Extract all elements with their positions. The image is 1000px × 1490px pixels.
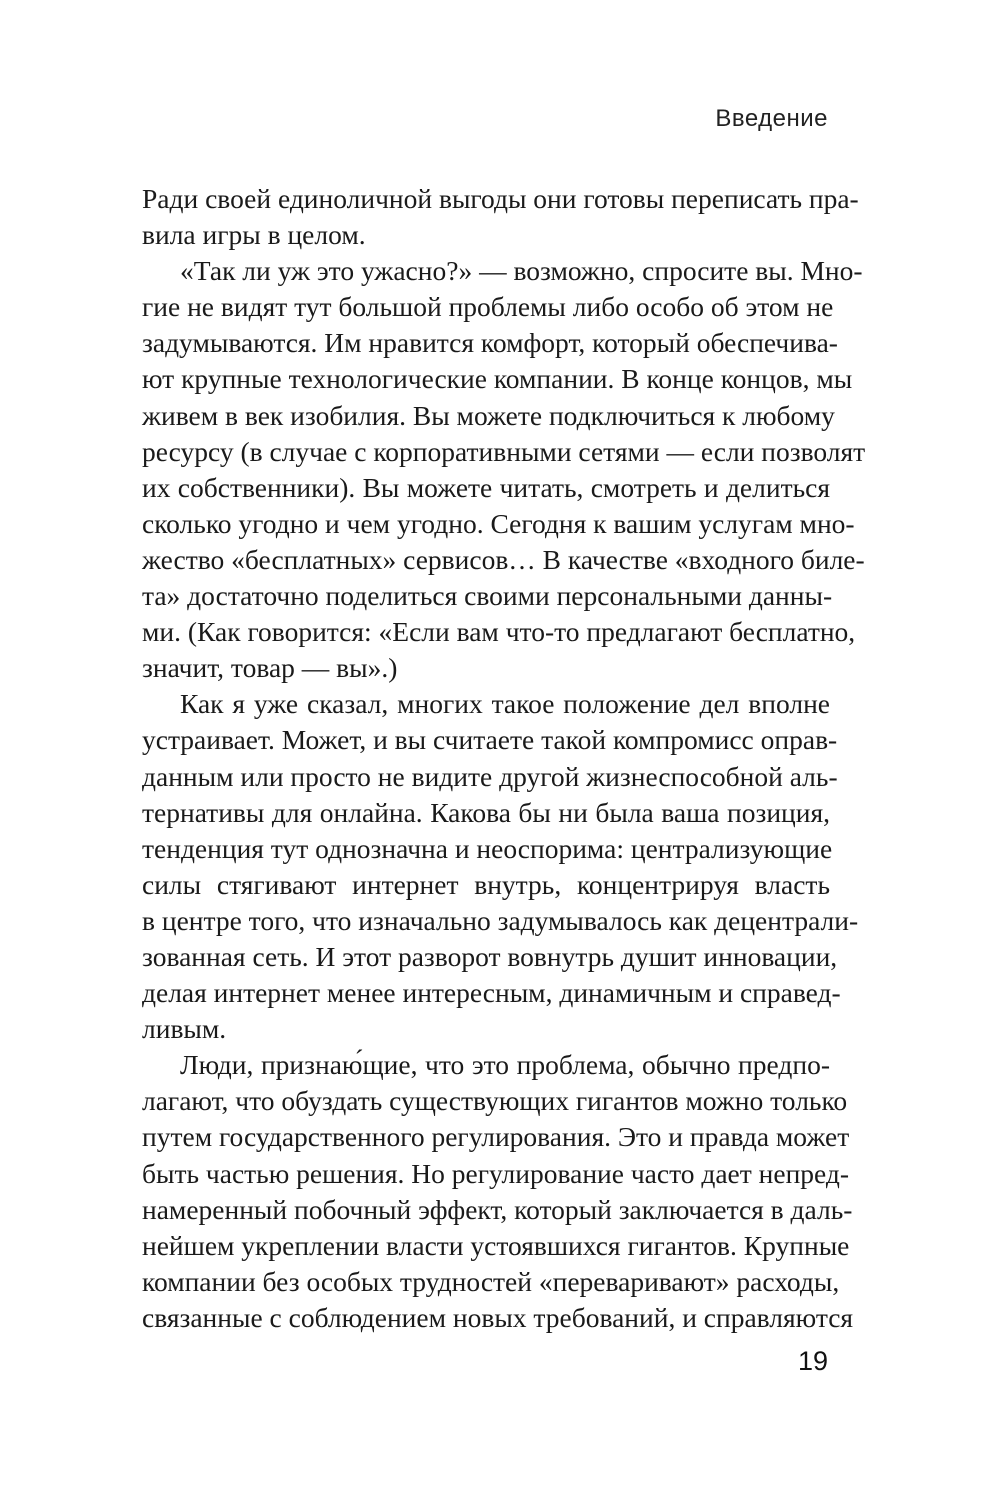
- text-line: тенденция тут однозначна и неоспорима: централизующие: [142, 832, 833, 864]
- text-line: сколько угодно и чем угодно. Сегодня к вашим услугам мно-: [142, 507, 855, 539]
- text-line: намеренный побочный эффект, который заключается в даль-: [142, 1193, 853, 1225]
- text-line: живем в век изобилия. Вы можете подключиться к любому: [142, 399, 835, 431]
- text-line: тернативы для онлайна. Какова бы ни была ваша позиция,: [142, 796, 830, 828]
- text-line: та» достаточно поделиться своими персональными данны-: [142, 580, 833, 612]
- text-line: связанные с соблюдением новых требований, и справляются: [142, 1301, 854, 1333]
- text-line: быть частью решения. Но регулирование часто дает непред-: [142, 1157, 850, 1189]
- page-number: 19: [797, 1346, 828, 1376]
- text-line: путем государственного регулирования. Это и правда может: [142, 1121, 850, 1153]
- text-line: вила игры в целом.: [142, 219, 366, 251]
- text-line: Люди, признаю́щие, что это проблема, обычно предпо-: [180, 1049, 830, 1081]
- text-line: жество «бесплатных» сервисов… В качестве «входного биле-: [142, 543, 865, 575]
- text-line: ют крупные технологические компании. В конце концов, мы: [142, 363, 853, 395]
- text-line: Как я уже сказал, многих такое положение дел вполне: [180, 688, 830, 720]
- text-line: гие не видят тут большой проблемы либо особо об этом не: [142, 291, 834, 323]
- text-line: значит, товар — вы».): [142, 652, 398, 684]
- running-head: Введение: [715, 105, 828, 132]
- text-line: лагают, что обуздать существующих гигантов можно только: [142, 1085, 848, 1117]
- text-line: компании без особых трудностей «переваривают» расходы,: [142, 1265, 840, 1297]
- text-line: ми. (Как говорится: «Если вам что-то предлагают бесплатно,: [142, 616, 856, 648]
- text-line: нейшем укреплении власти устоявшихся гигантов. Крупные: [142, 1229, 850, 1261]
- text-line: в центре того, что изначально задумывалось как децентрали-: [142, 904, 859, 936]
- text-line: Ради своей единоличной выгоды они готовы переписать пра-: [142, 183, 859, 214]
- text-line: силы стягивают интернет внутрь, концентрируя власть: [142, 868, 830, 900]
- text-line: их собственники). Вы можете читать, смотреть и делиться: [142, 471, 830, 503]
- text-line: «Так ли уж это ужасно?» — возможно, спросите вы. Мно-: [180, 255, 863, 287]
- text-line: устраивает. Может, и вы считаете такой компромисс оправ-: [142, 724, 838, 756]
- body-text: [142, 181, 866, 1336]
- text-line: ливым.: [142, 1013, 227, 1045]
- text-line: ресурсу (в случае с корпоративными сетями — если позволят: [142, 435, 866, 467]
- text-line: задумываются. Им нравится комфорт, который обеспечива-: [142, 327, 838, 359]
- text-line: делая интернет менее интересным, динамичным и справед-: [142, 977, 841, 1009]
- text-line: зованная сеть. И этот разворот вовнутрь душит инновации,: [142, 940, 838, 972]
- text-line: данным или просто не видите другой жизнеспособной аль-: [142, 760, 838, 792]
